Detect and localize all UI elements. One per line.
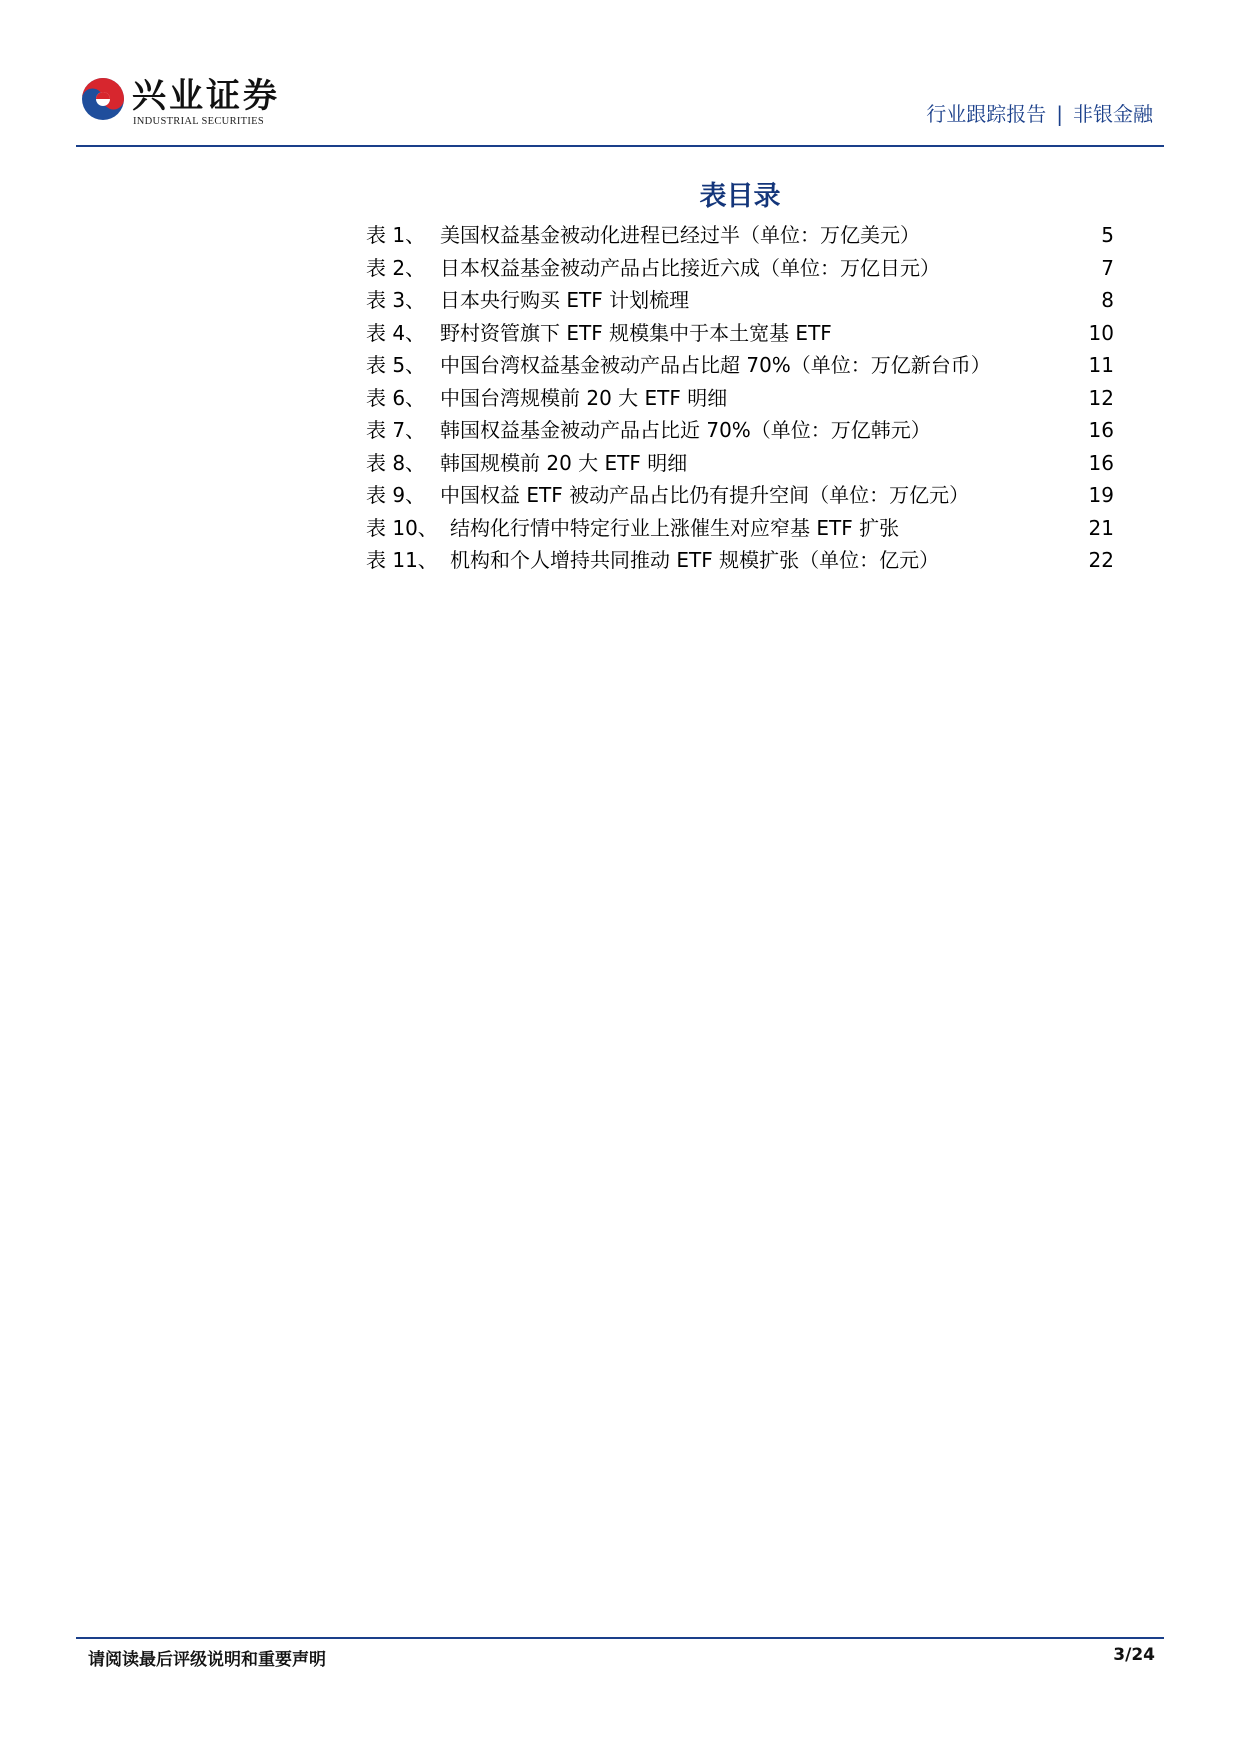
toc-entry[interactable] [366, 385, 1114, 418]
toc-entry-page: 12 [1088, 385, 1114, 410]
toc-title [0, 174, 1240, 213]
toc-entry-page: 22 [1088, 548, 1114, 572]
toc-entry-title: 机构和个人增持共同推动 ETF 规模扩张（单位：亿元） [450, 548, 940, 572]
toc-list [366, 222, 1114, 580]
report-category [926, 101, 1153, 127]
toc-entry-number: 表 11、 [366, 548, 438, 572]
toc-entry-number: 表 7、 [366, 418, 426, 442]
disclaimer-note: 请阅读最后评级说明和重要声明 [88, 1650, 326, 1670]
toc-entry-page: 21 [1088, 515, 1114, 540]
toc-entry[interactable] [366, 255, 1114, 288]
toc-entry-number: 表 8、 [366, 450, 426, 475]
toc-entry-number: 表 1、 [366, 223, 426, 247]
toc-entry-page: 7 [1101, 255, 1114, 280]
toc-entry-number: 表 9、 [366, 483, 426, 507]
toc-entry-title: 结构化行情中特定行业上涨催生对应窄基 ETF 扩张 [450, 515, 900, 540]
toc-entry-number: 表 6、 [366, 385, 426, 410]
header-divider [76, 145, 1164, 147]
report-type-label: 行业跟踪报告 [926, 102, 1047, 126]
toc-entry-page: 11 [1088, 353, 1114, 377]
toc-entry[interactable] [366, 515, 1114, 548]
logo-chinese-name: 兴业证券 [132, 76, 280, 116]
toc-entry-title: 日本权益基金被动产品占比接近六成（单位：万亿日元） [440, 255, 940, 280]
toc-entry-page: 8 [1101, 288, 1114, 312]
toc-entry-page: 16 [1088, 450, 1114, 475]
toc-entry[interactable] [366, 482, 1114, 515]
toc-entry[interactable] [366, 450, 1114, 483]
toc-title-text: 表目录 [699, 181, 781, 212]
footer-divider [76, 1637, 1164, 1639]
page-number: 3/24 [1113, 1645, 1155, 1665]
toc-entry-number: 表 10、 [366, 515, 438, 540]
toc-entry-title: 野村资管旗下 ETF 规模集中于本土宽基 ETF [440, 320, 832, 345]
toc-entry-page: 19 [1088, 483, 1114, 507]
toc-entry-number: 表 3、 [366, 288, 426, 312]
toc-entry-title: 中国台湾权益基金被动产品占比超 70%（单位：万亿新台币） [440, 353, 991, 377]
toc-entry[interactable] [366, 222, 1114, 255]
toc-entry-page: 10 [1088, 320, 1114, 345]
toc-entry-title: 日本央行购买 ETF 计划梳理 [440, 288, 690, 312]
toc-entry-title: 韩国规模前 20 大 ETF 明细 [440, 450, 688, 475]
toc-entry-title: 中国台湾规模前 20 大 ETF 明细 [440, 385, 728, 410]
toc-entry-title: 美国权益基金被动化进程已经过半（单位：万亿美元） [440, 223, 920, 247]
toc-entry-title: 中国权益 ETF 被动产品占比仍有提升空间（单位：万亿元） [440, 483, 970, 507]
toc-entry-number: 表 5、 [366, 353, 426, 377]
toc-entry[interactable] [366, 287, 1114, 320]
toc-entry[interactable] [366, 352, 1114, 385]
toc-entry[interactable] [366, 547, 1114, 580]
header-separator: | [1056, 102, 1063, 126]
toc-entry-page: 5 [1101, 223, 1114, 247]
sector-label: 非银金融 [1073, 102, 1153, 126]
toc-entry-number: 表 2、 [366, 255, 426, 280]
logo-emblem-icon [80, 76, 126, 122]
toc-entry[interactable] [366, 320, 1114, 353]
toc-entry-title: 韩国权益基金被动产品占比近 70%（单位：万亿韩元） [440, 418, 931, 442]
company-logo [80, 76, 290, 130]
logo-english-name: INDUSTRIAL SECURITIES [133, 116, 265, 127]
toc-entry[interactable] [366, 417, 1114, 450]
toc-entry-number: 表 4、 [366, 320, 426, 345]
toc-entry-page: 16 [1088, 418, 1114, 442]
